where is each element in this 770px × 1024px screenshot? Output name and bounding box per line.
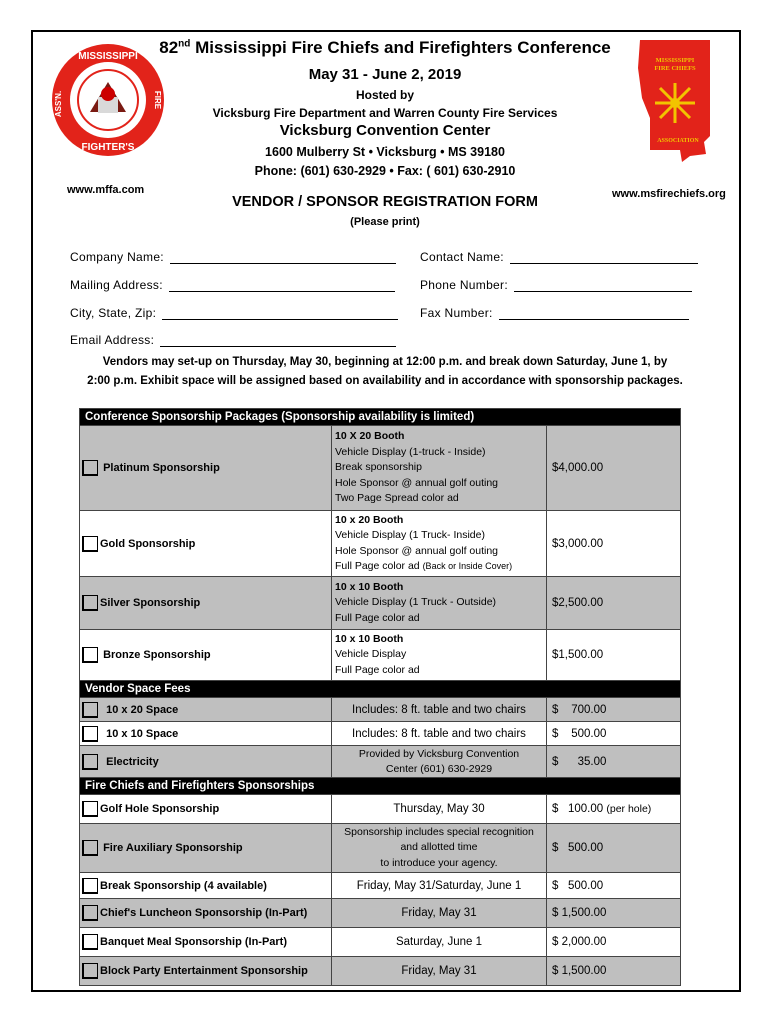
price: $2,500.00	[547, 577, 681, 630]
table-row: Banquet Meal Sponsorship (In-Part) Saturday, June 1 $ 2,000.00	[80, 928, 681, 957]
table-row: Chief's Luncheon Sponsorship (In-Part) Friday, May 31 $ 1,500.00	[80, 899, 681, 928]
logo-text-top: MISSISSIPPI	[78, 51, 138, 62]
logo-right-line3: ASSOCIATION	[657, 138, 699, 144]
package-silver[interactable]: Silver Sponsorship	[80, 577, 332, 630]
hosts: Vicksburg Fire Department and Warren County Fire Services	[212, 106, 558, 120]
checkbox[interactable]	[82, 726, 98, 742]
website-right[interactable]: www.msfirechiefs.org	[612, 188, 726, 200]
checkbox[interactable]	[82, 702, 98, 718]
logo-text-left: ASS'N.	[54, 90, 63, 118]
company-name-field[interactable]: Company Name:	[70, 250, 396, 264]
logo-text-right: FIRE	[153, 90, 162, 110]
hosted-by-label: Hosted by	[355, 88, 414, 102]
table-row: Platinum Sponsorship 10 X 20 Booth Vehicle Display (1-truck - Inside) Break sponsorship Hole Sponsor @ annual golf outing Two Page Spread color ad $4,000.00	[80, 426, 681, 511]
package-gold[interactable]: Gold Sponsorship	[80, 511, 332, 577]
mailing-address-field[interactable]: Mailing Address:	[70, 278, 395, 292]
checkbox[interactable]	[82, 840, 98, 856]
contact-name-field[interactable]: Contact Name:	[420, 250, 698, 264]
notice-line-1: Vendors may set-up on Thursday, May 30, beginning at 12:00 p.m. and break down Saturday, June 1, by	[102, 356, 668, 368]
table-row: Break Sponsorship (4 available) Friday, May 31/Saturday, June 1 $ 500.00	[80, 873, 681, 899]
section-header-vendor: Vendor Space Fees	[80, 681, 681, 698]
phone-number-field[interactable]: Phone Number:	[420, 278, 692, 292]
package-bronze[interactable]: Bronze Sponsorship	[80, 630, 332, 681]
checkbox[interactable]	[82, 934, 98, 950]
table-row: Block Party Entertainment Sponsorship Friday, May 31 $ 1,500.00	[80, 957, 681, 986]
vendor-electricity[interactable]: Electricity	[80, 746, 332, 778]
section-header-packages: Conference Sponsorship Packages (Sponsorship availability is limited)	[80, 409, 681, 426]
fire-break[interactable]: Break Sponsorship (4 available)	[80, 873, 332, 899]
checkbox[interactable]	[82, 801, 98, 817]
city-state-zip-field[interactable]: City, State, Zip:	[70, 306, 398, 320]
table-row: 10 x 20 Space Includes: 8 ft. table and two chairs $ 700.00	[80, 698, 681, 722]
fire-auxiliary[interactable]: Fire Auxiliary Sponsorship	[80, 824, 332, 873]
checkbox[interactable]	[82, 647, 98, 663]
please-print: (Please print)	[350, 216, 420, 228]
venue-address: 1600 Mulberry St • Vicksburg • MS 39180	[265, 145, 505, 159]
phone-fax: Phone: (601) 630-2929 • Fax: ( 601) 630-2910	[254, 164, 516, 178]
fire-block-party[interactable]: Block Party Entertainment Sponsorship	[80, 957, 332, 986]
price: $1,500.00	[547, 630, 681, 681]
checkbox[interactable]	[82, 536, 98, 552]
table-row: Silver Sponsorship 10 x 10 Booth Vehicle Display (1 Truck - Outside) Full Page color ad $2,500.00	[80, 577, 681, 630]
table-row: Gold Sponsorship 10 x 20 Booth Vehicle Display (1 Truck- Inside) Hole Sponsor @ annual golf outing Full Page color ad (Back or Inside Cover) $3,000.00	[80, 511, 681, 577]
checkbox[interactable]	[82, 595, 98, 611]
sponsorship-table	[79, 408, 681, 986]
price: $3,000.00	[547, 511, 681, 577]
form-title: VENDOR / SPONSOR REGISTRATION FORM	[232, 194, 538, 210]
checkbox[interactable]	[82, 963, 98, 979]
fire-golf-hole[interactable]: Golf Hole Sponsorship	[80, 795, 332, 824]
table-row: Golf Hole Sponsorship Thursday, May 30 $ 100.00 (per hole)	[80, 795, 681, 824]
price: $4,000.00	[547, 426, 681, 511]
conference-title: 82nd Mississippi Fire Chiefs and Firefighters Conference	[159, 38, 611, 57]
fire-banquet[interactable]: Banquet Meal Sponsorship (In-Part)	[80, 928, 332, 957]
section-header-fire: Fire Chiefs and Firefighters Sponsorships	[80, 778, 681, 795]
table-row: Electricity Provided by Vicksburg Convention Center (601) 630-2929 $ 35.00	[80, 746, 681, 778]
logo-right-line1: MISSISSIPPI	[655, 57, 695, 64]
checkbox[interactable]	[82, 905, 98, 921]
logo-right-line2: FIRE CHIEFS	[654, 65, 696, 72]
checkbox[interactable]	[82, 460, 98, 476]
table-row: Fire Auxiliary Sponsorship Sponsorship includes special recognition and allotted time to introduce your agency. $ 500.00	[80, 824, 681, 873]
website-left[interactable]: www.mffa.com	[67, 184, 145, 196]
fire-chiefs-luncheon[interactable]: Chief's Luncheon Sponsorship (In-Part)	[80, 899, 332, 928]
venue: Vicksburg Convention Center	[279, 122, 491, 139]
conference-dates: May 31 - June 2, 2019	[308, 66, 462, 83]
table-row: Bronze Sponsorship 10 x 10 Booth Vehicle Display Full Page color ad $1,500.00	[80, 630, 681, 681]
vendor-10x10[interactable]: 10 x 10 Space	[80, 722, 332, 746]
logo-text-bottom: FIGHTER'S	[81, 142, 135, 153]
checkbox[interactable]	[82, 878, 98, 894]
checkbox[interactable]	[82, 754, 98, 770]
fax-number-field[interactable]: Fax Number:	[420, 306, 689, 320]
vendor-10x20[interactable]: 10 x 20 Space	[80, 698, 332, 722]
package-platinum[interactable]: Platinum Sponsorship	[80, 426, 332, 511]
notice-line-2: 2:00 p.m. Exhibit space will be assigned based on availability and in accordance with sponsorship packages.	[87, 375, 683, 387]
email-address-field[interactable]: Email Address:	[70, 333, 396, 347]
table-row: 10 x 10 Space Includes: 8 ft. table and two chairs $ 500.00	[80, 722, 681, 746]
